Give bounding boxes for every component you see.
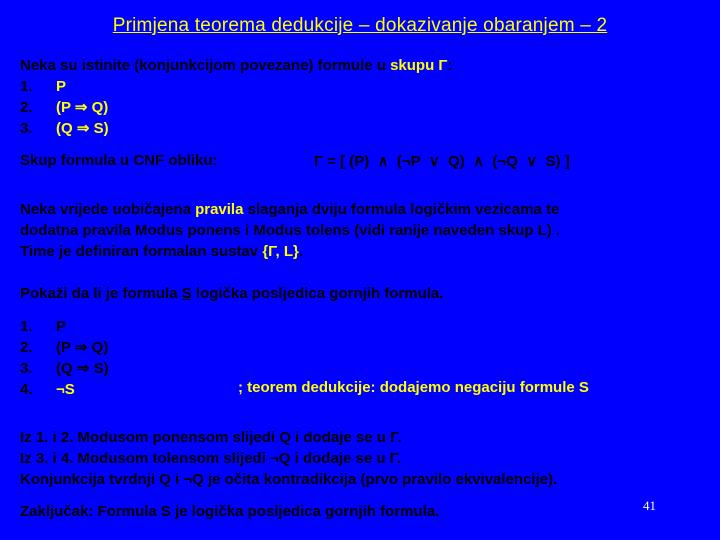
step-item (20, 337, 109, 358)
task-text: Pokaži da li je formula (20, 285, 182, 302)
rules-line (20, 241, 560, 262)
step-item (20, 358, 109, 379)
rules-text: . (298, 243, 304, 260)
intro-highlight: skupu Γ (390, 57, 448, 74)
step-number: 4. (20, 381, 33, 398)
premise-number: 1. (20, 78, 33, 95)
derivation-block (20, 427, 557, 490)
step-formula: (Q ⇒ S) (56, 360, 109, 377)
task-text: logička posljedica gornjih formula. (191, 285, 444, 302)
step-formula: ¬S (56, 381, 75, 398)
task-formula: S (181, 285, 192, 302)
premise-item (20, 97, 109, 118)
premise-number: 3. (20, 120, 33, 137)
derivation-line: Iz 1. i 2. Modusom ponensom slijedi Q i dodaje se u Γ. (20, 429, 402, 446)
premise-item (20, 118, 109, 139)
system-highlight: {Γ, L} (262, 243, 299, 260)
step4-note: ; teorem dedukcije: dodajemo negaciju formule S (238, 379, 589, 396)
step-number: 2. (20, 339, 33, 356)
rules-line: dodatna pravila Modus ponens i Modus tolens (vidi ranije naveden skup L) . (20, 222, 561, 239)
cnf-label: Skup formula u CNF obliku: (20, 152, 218, 169)
rules-text: slaganja dviju formula logičkim vezicama te (243, 201, 560, 218)
derivation-line: Iz 3. i 4. Modusom tolensom slijedi ¬Q i dodaje se u Γ. (20, 450, 402, 467)
step-number: 3. (20, 360, 33, 377)
step-number: 1. (20, 318, 33, 335)
rules-text: Time je definiran formalan sustav (20, 243, 263, 260)
premise-list (20, 76, 109, 139)
step-item (20, 316, 109, 337)
step-formula: P (56, 318, 67, 335)
derivation-line: Konjunkcija tvrdnji Q i ¬Q je očita kontradikcija (prvo pravilo ekvivalencije). (20, 471, 558, 488)
premise-number: 2. (20, 99, 33, 116)
task-line (20, 285, 443, 302)
cnf-formula: Γ = [ (P) ∧ (¬P ∨ Q) ∧ (¬Q ∨ S) ] (314, 153, 570, 170)
rules-paragraph (20, 199, 560, 262)
rules-text: Neka vrijede uobičajena (20, 201, 196, 218)
rules-highlight: pravila (195, 201, 244, 218)
step-list (20, 316, 109, 400)
step-item (20, 379, 109, 400)
intro-text: Neka su istinite (konjunkcijom povezane) formule u (20, 57, 391, 74)
slide-title: Primjena teorema dedukcije – dokazivanje obaranjem – 2 (112, 15, 608, 36)
step-formula: (P ⇒ Q) (56, 339, 109, 356)
premise-item (20, 76, 109, 97)
conclusion: Zaključak: Formula S je logička posljedica gornjih formula. (20, 503, 440, 520)
premise-formula: (P ⇒ Q) (56, 99, 109, 116)
rules-line (20, 199, 560, 220)
page-number: 41 (643, 498, 656, 513)
intro-line (20, 57, 452, 74)
intro-colon: : (447, 57, 453, 74)
premise-formula: P (56, 78, 67, 95)
premise-formula: (Q ⇒ S) (56, 120, 109, 137)
